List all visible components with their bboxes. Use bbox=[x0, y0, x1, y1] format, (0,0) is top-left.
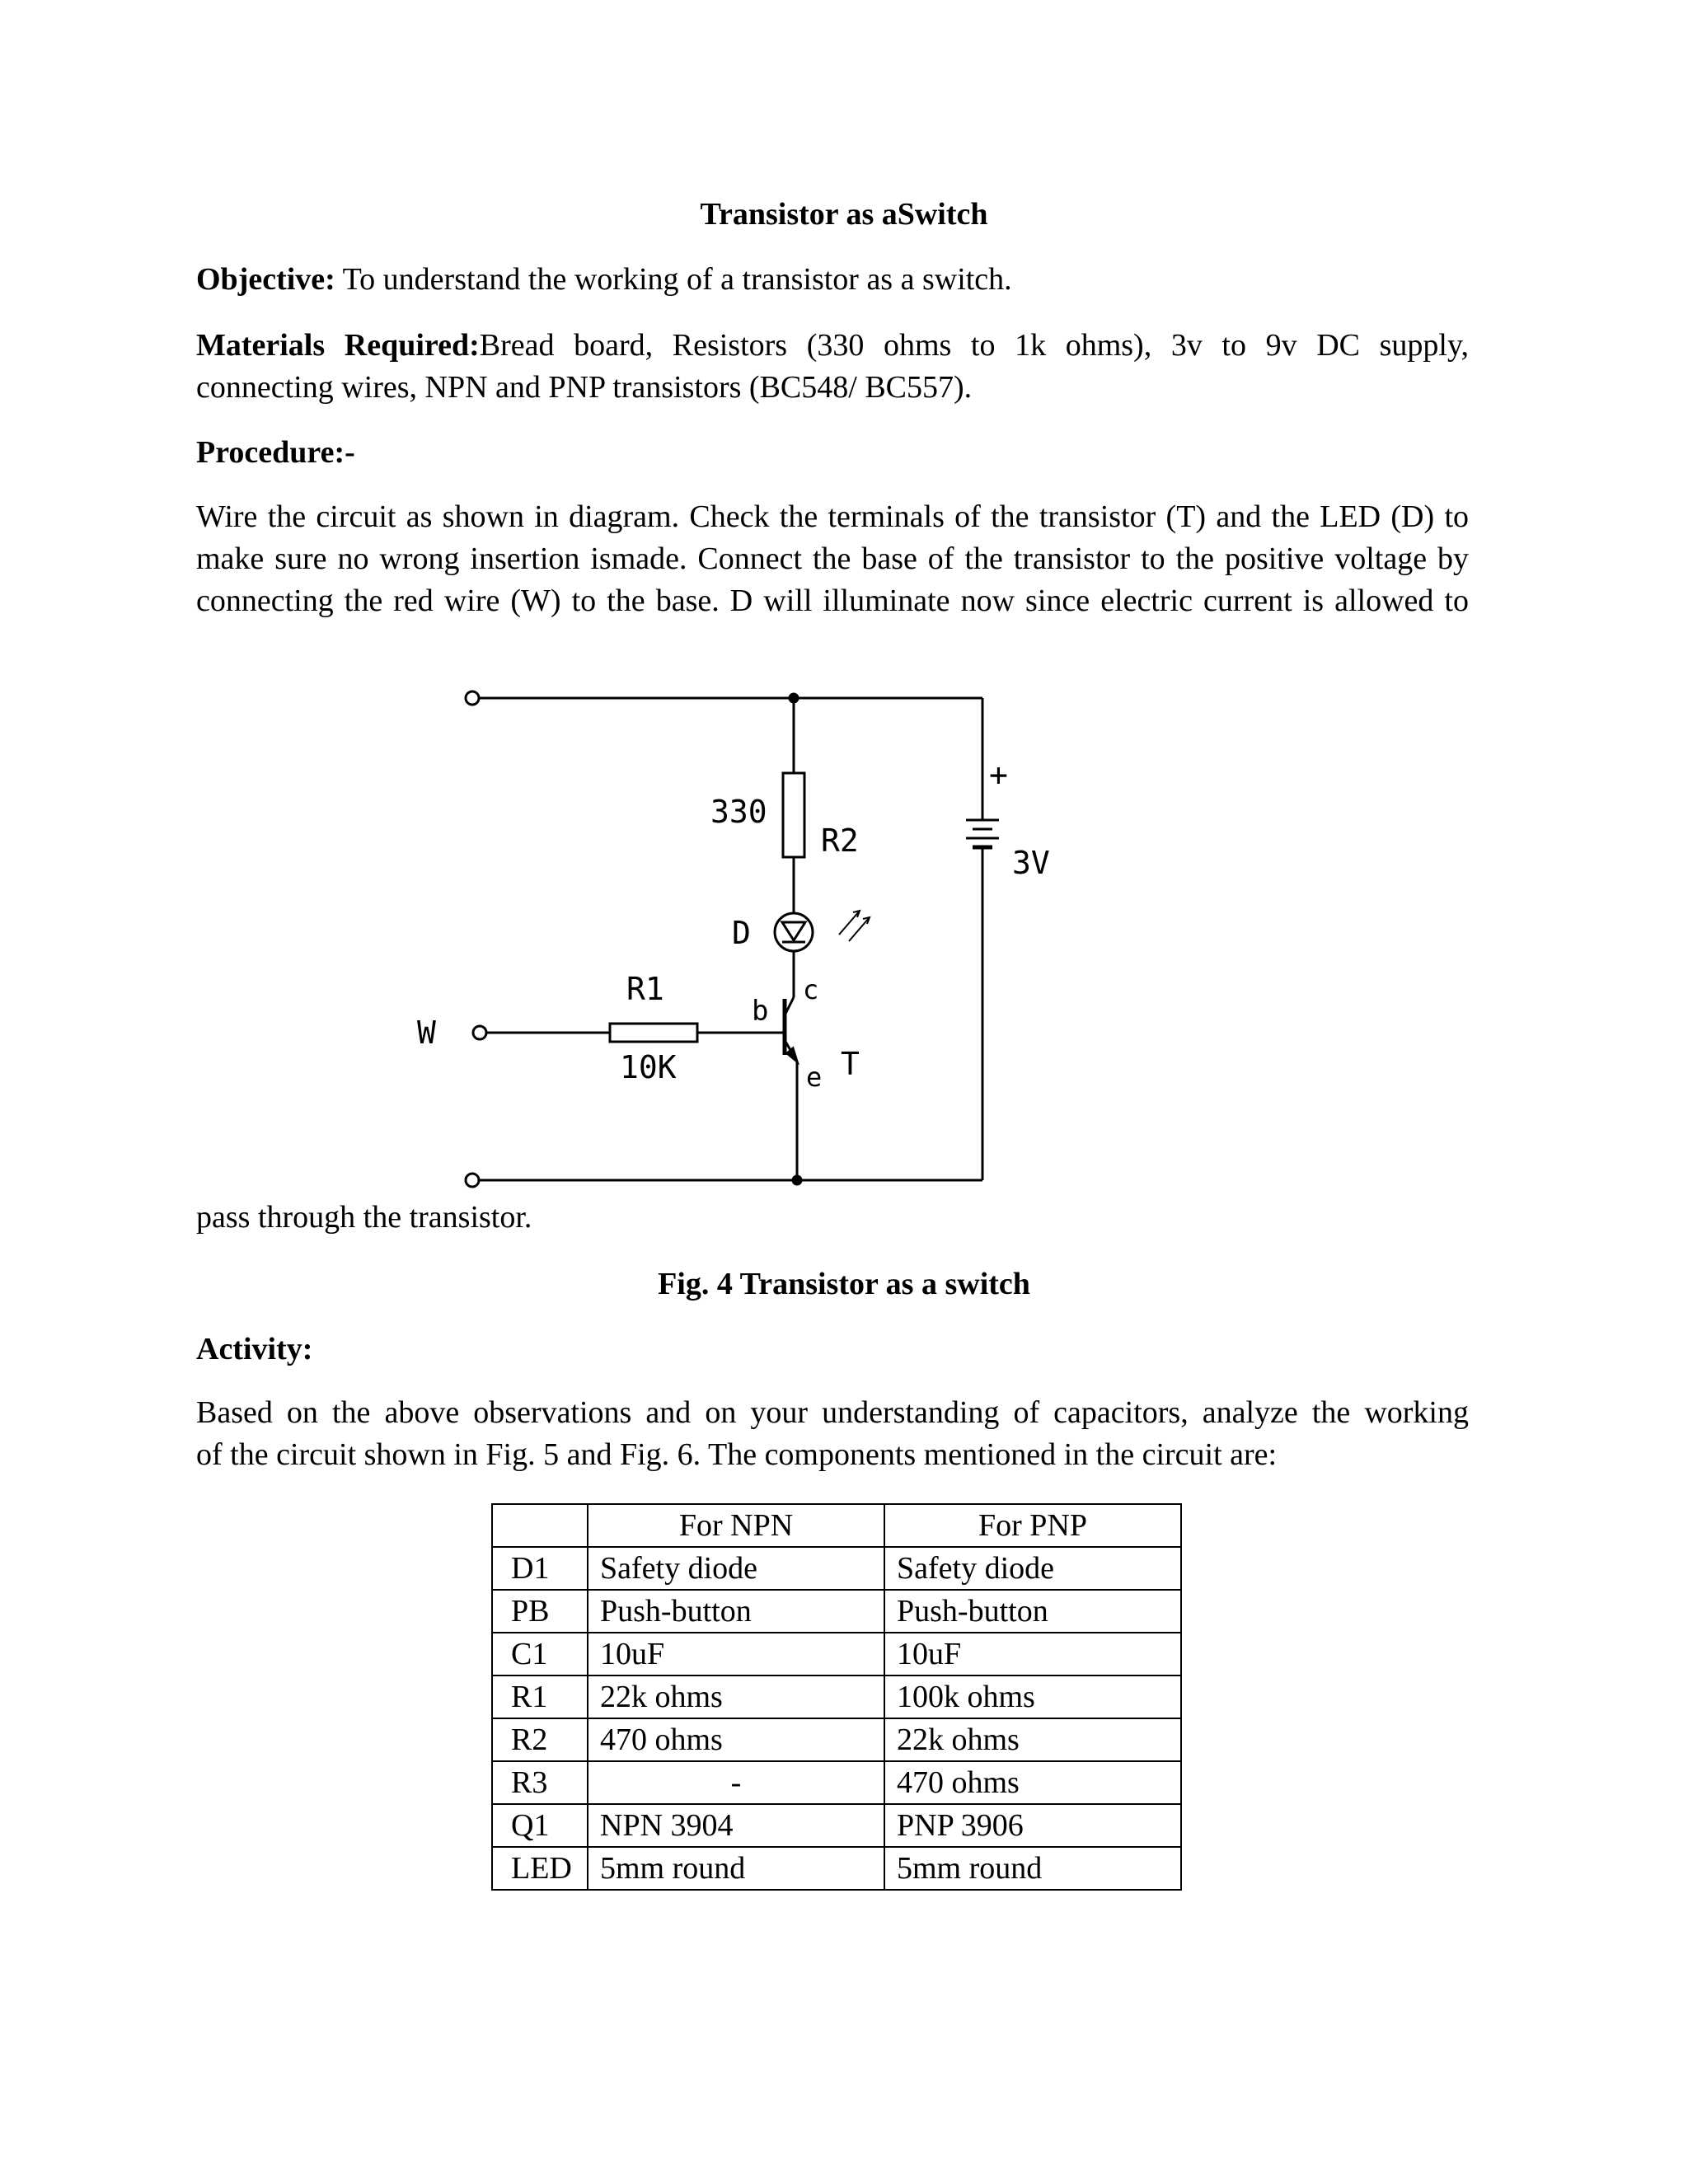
npn-value: 10uF bbox=[588, 1633, 884, 1675]
r1-value: 10K bbox=[620, 1049, 677, 1085]
table-header-npn: For NPN bbox=[588, 1504, 884, 1547]
materials-label: Materials Required: bbox=[196, 328, 480, 363]
row-label: R2 bbox=[492, 1718, 588, 1761]
procedure-line-2: make sure no wrong insertion ismade. Connect the base of the transistor to the positive voltage by bbox=[196, 541, 1469, 576]
row-label: LED bbox=[492, 1847, 588, 1890]
light-arrows-icon bbox=[839, 911, 870, 941]
pnp-value: 470 ohms bbox=[884, 1761, 1181, 1804]
objective-paragraph bbox=[196, 259, 1012, 301]
r2-value: 330 bbox=[710, 794, 767, 830]
base-label: b bbox=[752, 995, 769, 1028]
pnp-value: Safety diode bbox=[884, 1547, 1181, 1590]
activity-line-2: of the circuit shown in Fig. 5 and Fig. 6. The components mentioned in the circuit are: bbox=[196, 1437, 1278, 1472]
transistor-label: T bbox=[841, 1046, 860, 1082]
table-header-empty bbox=[492, 1504, 588, 1547]
circuit-diagram bbox=[412, 676, 1050, 1203]
pnp-value: PNP 3906 bbox=[884, 1804, 1181, 1847]
row-label: C1 bbox=[492, 1633, 588, 1675]
procedure-heading: Procedure:- bbox=[196, 435, 355, 470]
battery-plus-label: + bbox=[989, 757, 1008, 793]
materials-text-1: Bread board, Resistors (330 ohms to 1k ohms), 3v to 9v DC supply, bbox=[479, 328, 1470, 363]
row-label: Q1 bbox=[492, 1804, 588, 1847]
row-label: D1 bbox=[492, 1547, 588, 1590]
materials-line-1 bbox=[196, 325, 1469, 367]
pnp-value: 10uF bbox=[884, 1633, 1181, 1675]
npn-value: 22k ohms bbox=[588, 1675, 884, 1718]
battery-icon bbox=[966, 820, 999, 847]
materials-line-2: connecting wires, NPN and PNP transistors (BC548/ BC557). bbox=[196, 370, 973, 405]
figure-caption: Fig. 4 Transistor as a switch bbox=[658, 1267, 1030, 1301]
w-label: W bbox=[417, 1015, 436, 1051]
emitter-label: e bbox=[806, 1062, 823, 1093]
bottom-terminal bbox=[466, 1174, 479, 1187]
r1-resistor-icon bbox=[610, 1024, 697, 1042]
procedure-line-4: pass through the transistor. bbox=[196, 1200, 532, 1235]
npn-value: Push-button bbox=[588, 1590, 884, 1633]
led-label: D bbox=[732, 915, 751, 951]
table-row bbox=[492, 1804, 1181, 1847]
top-terminal bbox=[466, 691, 479, 705]
r2-resistor-icon bbox=[783, 773, 804, 857]
npn-value: NPN 3904 bbox=[588, 1804, 884, 1847]
table-row bbox=[492, 1761, 1181, 1804]
transistor-icon bbox=[785, 997, 797, 1062]
r2-label: R2 bbox=[821, 823, 859, 859]
activity-heading: Activity: bbox=[196, 1332, 313, 1366]
battery-voltage-label: 3V bbox=[1012, 845, 1050, 881]
collector-label: c bbox=[803, 974, 819, 1005]
activity-line-1: Based on the above observations and on your understanding of capacitors, analyze the working bbox=[196, 1395, 1469, 1430]
npn-value: 5mm round bbox=[588, 1847, 884, 1890]
objective-label: Objective: bbox=[196, 262, 335, 297]
pnp-value: Push-button bbox=[884, 1590, 1181, 1633]
npn-value: - bbox=[588, 1761, 884, 1804]
table-row bbox=[492, 1675, 1181, 1718]
table-row bbox=[492, 1590, 1181, 1633]
table-row bbox=[492, 1718, 1181, 1761]
table-row bbox=[492, 1633, 1181, 1675]
pnp-value: 5mm round bbox=[884, 1847, 1181, 1890]
npn-value: Safety diode bbox=[588, 1547, 884, 1590]
objective-text: To understand the working of a transistor as a switch. bbox=[335, 262, 1012, 297]
table-header-pnp: For PNP bbox=[884, 1504, 1181, 1547]
procedure-line-1: Wire the circuit as shown in diagram. Check the terminals of the transistor (T) and the LED (D) to bbox=[196, 499, 1469, 534]
led-icon bbox=[775, 913, 813, 951]
row-label: R1 bbox=[492, 1675, 588, 1718]
table-row bbox=[492, 1847, 1181, 1890]
procedure-line-3: connecting the red wire (W) to the base. D will illuminate now since electric current is allowed to bbox=[196, 583, 1469, 618]
table-header-row bbox=[492, 1504, 1181, 1547]
pnp-value: 22k ohms bbox=[884, 1718, 1181, 1761]
r1-label: R1 bbox=[626, 971, 664, 1007]
pnp-value: 100k ohms bbox=[884, 1675, 1181, 1718]
row-label: PB bbox=[492, 1590, 588, 1633]
table-row bbox=[492, 1547, 1181, 1590]
page-title: Transistor as aSwitch bbox=[700, 197, 988, 232]
w-terminal bbox=[473, 1026, 486, 1039]
npn-value: 470 ohms bbox=[588, 1718, 884, 1761]
components-table bbox=[491, 1503, 1182, 1891]
row-label: R3 bbox=[492, 1761, 588, 1804]
